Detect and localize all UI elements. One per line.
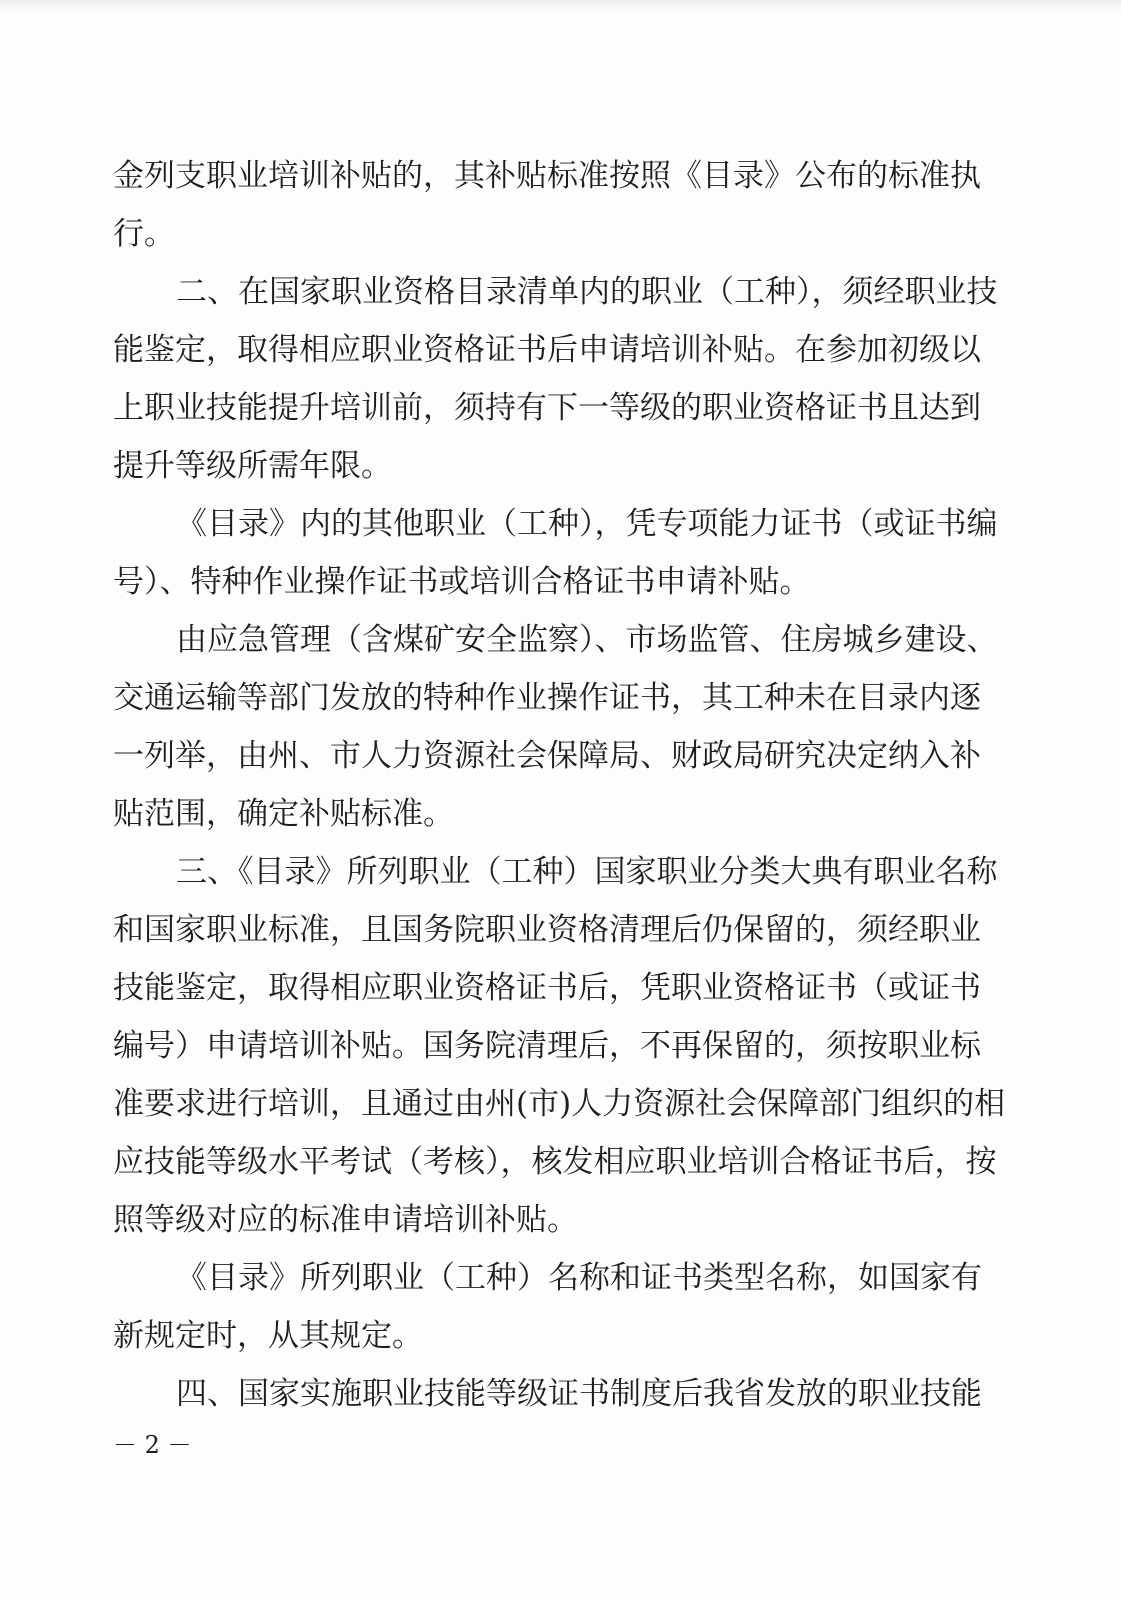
text-line-11: 一列举，由州、市人力资源社会保障局、财政局研究决定纳入补 [113, 738, 981, 774]
text-line-21: 新规定时，从其规定。 [113, 1318, 423, 1354]
text-line-2: 行。 [113, 216, 175, 252]
text-line-9: 由应急管理（含煤矿安全监察）、市场监管、住房城乡建设、 [176, 622, 998, 658]
text-line-16: 编号）申请培训补贴。国务院清理后，不再保留的，须按职业标 [113, 1028, 981, 1064]
text-line-8: 号）、特种作业操作证书或培训合格证书申请补贴。 [113, 564, 811, 600]
text-line-14: 和国家职业标准，且国务院职业资格清理后仍保留的，须经职业 [113, 912, 981, 948]
text-line-3: 二、在国家职业资格目录清单内的职业（工种），须经职业技 [176, 274, 998, 310]
text-line-4: 能鉴定，取得相应职业资格证书后申请培训补贴。在参加初级以 [113, 332, 981, 368]
scan-top-edge [0, 0, 1121, 12]
text-line-1: 金列支职业培训补贴的，其补贴标准按照《目录》公布的标准执 [113, 158, 981, 194]
text-line-10: 交通运输等部门发放的特种作业操作证书，其工种未在目录内逐 [113, 680, 981, 716]
text-line-18: 应技能等级水平考试（考核），核发相应职业培训合格证书后，按 [113, 1144, 997, 1180]
text-line-19: 照等级对应的标准申请培训补贴。 [113, 1202, 578, 1238]
page-number: － 2 － [113, 1431, 192, 1459]
text-line-22: 四、国家实施职业技能等级证书制度后我省发放的职业技能 [176, 1376, 982, 1412]
text-line-15: 技能鉴定，取得相应职业资格证书后，凭职业资格证书（或证书 [113, 970, 981, 1006]
text-line-5: 上职业技能提升培训前，须持有下一等级的职业资格证书且达到 [113, 390, 981, 426]
text-line-20: 《目录》所列职业（工种）名称和证书类型名称，如国家有 [176, 1260, 982, 1296]
text-line-12: 贴范围，确定补贴标准。 [113, 796, 454, 832]
text-line-17: 准要求进行培训，且通过由州(市)人力资源社会保障部门组织的相 [113, 1086, 1006, 1122]
text-line-6: 提升等级所需年限。 [113, 448, 392, 484]
text-line-7: 《目录》内的其他职业（工种），凭专项能力证书（或证书编 [176, 506, 998, 542]
text-line-13: 三、《目录》所列职业（工种）国家职业分类大典有职业名称 [176, 854, 998, 890]
